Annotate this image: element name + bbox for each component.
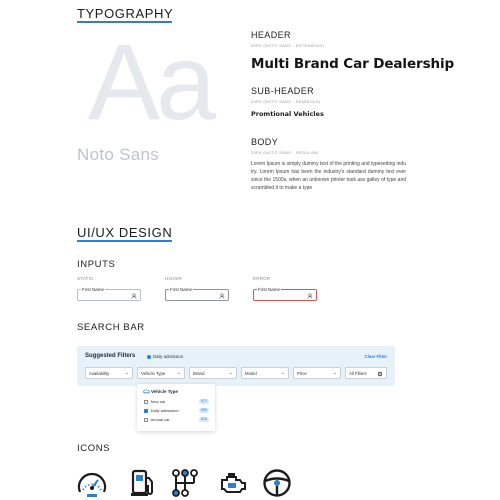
- field-legend: First Name: [170, 287, 193, 292]
- filter-model[interactable]: [241, 367, 289, 379]
- uiux-title: UI/UX DESIGN: [77, 225, 173, 240]
- field-legend: First Name: [258, 287, 281, 292]
- body-caption: 20PX (NOTO SANS - REGULAR): [251, 150, 319, 155]
- first-name-input-hover[interactable]: [165, 289, 229, 301]
- option-label: New car: [150, 399, 166, 404]
- all-filters-button[interactable]: [345, 367, 387, 379]
- radio-dot-icon: [147, 355, 151, 359]
- uiux-underline: [77, 240, 172, 242]
- header-label: HEADER: [251, 30, 291, 40]
- filter-availability[interactable]: [85, 367, 133, 379]
- input-error-caption: ERROR: [253, 276, 271, 281]
- first-name-input-static[interactable]: [77, 289, 141, 301]
- subheader-label: SUB-HEADER: [251, 86, 315, 96]
- user-icon: [307, 293, 313, 299]
- user-icon: [219, 293, 225, 299]
- icons-title: ICONS: [77, 443, 111, 454]
- filter-label: Availability: [89, 371, 110, 376]
- radio-label: Daily admission: [153, 354, 184, 359]
- option-label: Daily admission: [150, 408, 179, 413]
- subheader-sample: Promtional Vehicles: [251, 110, 324, 118]
- typography-title: TYPOGRAPHY: [77, 6, 174, 21]
- steering-wheel-icon: [262, 468, 292, 498]
- header-caption: 30PX (NOTO SANS - EXTRABOLD): [251, 43, 325, 48]
- checkbox-checked[interactable]: [144, 409, 148, 413]
- chevron-down-icon: ⌄: [332, 370, 337, 376]
- option-label: Annual car: [150, 417, 170, 422]
- subheader-caption: 24PX (NOTO SANS - SEMIBOLD): [251, 99, 321, 104]
- filter-price[interactable]: [293, 367, 341, 379]
- filter-label: Vehicle Type: [141, 371, 166, 376]
- search-bar-panel: [77, 346, 395, 386]
- checkbox[interactable]: [144, 400, 148, 404]
- option-count: 624: [200, 417, 208, 421]
- filter-brand[interactable]: [189, 367, 237, 379]
- header-sample: Multi Brand Car Dealership: [251, 56, 455, 72]
- filter-label: Model: [245, 371, 257, 376]
- suggested-filters-heading: Suggested Filters: [85, 353, 136, 359]
- field-legend: First Name: [82, 287, 105, 292]
- body-label: BODY: [251, 137, 279, 147]
- inputs-title: INPUTS: [77, 259, 116, 270]
- filter-label: Brand: [193, 371, 205, 376]
- car-icon: [143, 389, 150, 394]
- chevron-down-icon: ⌄: [228, 370, 233, 376]
- search-bar-title: SEARCH BAR: [77, 322, 145, 333]
- font-sample-glyphs: Aa: [88, 21, 213, 142]
- vehicle-type-dropdown: [137, 384, 215, 431]
- filter-vehicle-type[interactable]: [137, 367, 185, 379]
- dropdown-title: Vehicle Type: [151, 389, 178, 394]
- font-name: Noto Sans: [77, 145, 160, 164]
- fuel-pump-icon: [128, 468, 158, 498]
- filter-settings-icon: [377, 371, 383, 377]
- chevron-down-icon: ⌄: [176, 370, 181, 376]
- clear-filter-link[interactable]: Clear Filter: [364, 354, 387, 359]
- daily-admission-radio[interactable]: [147, 354, 183, 359]
- chevron-down-icon: ⌄: [124, 370, 129, 376]
- filter-label: Price: [297, 371, 307, 376]
- engine-icon: [217, 468, 247, 498]
- user-icon: [131, 293, 137, 299]
- gearbox-icon: [170, 468, 200, 498]
- chevron-down-icon: ⌄: [280, 370, 285, 376]
- body-sample: Lorem Ipsum is simply dummy text of the printing and typesetting indu try. Lorem Ipsum has been the industry's standard dummy text ever since the 1500s, when an unknown printer took ass galley of type and scrambled it to make a type: [251, 161, 406, 192]
- option-count: 895: [200, 408, 208, 412]
- filter-label: All Filters: [349, 371, 367, 376]
- input-hover-caption: HOVER: [165, 276, 183, 281]
- option-count: 977: [200, 399, 208, 403]
- input-static-caption: STATIC: [77, 276, 94, 281]
- checkbox[interactable]: [144, 418, 148, 422]
- speedometer-icon: [77, 468, 107, 498]
- first-name-input-error[interactable]: [253, 289, 317, 301]
